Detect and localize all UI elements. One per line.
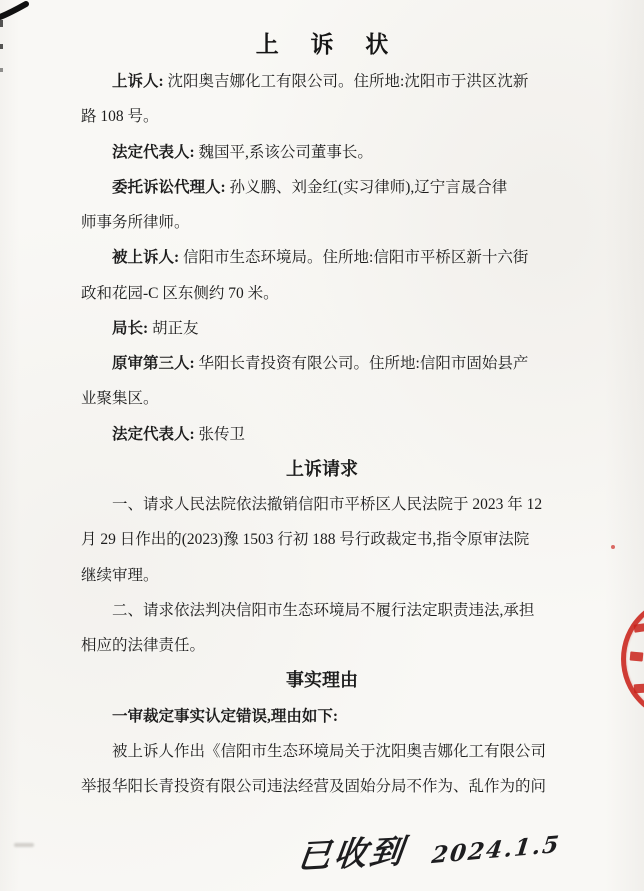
facts-body-line-1: 被上诉人作出《信阳市生态环境局关于沈阳奥吉娜化工有限公司 <box>112 742 547 760</box>
request-2-line-1: 二、请求依法判决信阳市生态环境局不履行法定职责违法,承担 <box>112 601 535 619</box>
legal-representative-line: 法定代表人: 魏国平,系该公司董事长。 <box>112 143 373 161</box>
attorney-label: 委托诉讼代理人: <box>112 178 226 196</box>
seal-character-fragment <box>633 623 644 632</box>
request-1-line-3: 继续审理。 <box>81 566 159 584</box>
document-body <box>81 64 563 804</box>
corner-ink-mark <box>0 0 36 28</box>
attorney-line-1: 委托诉讼代理人: 孙义鹏、刘金红(实习律师),辽宁言晟合律 <box>112 178 508 196</box>
appellant-line-1 <box>81 64 563 99</box>
attorney-line-2: 师事务所律师。 <box>81 214 190 231</box>
request-1-line-2: 月 29 日作出的(2023)豫 1503 行初 188 号行政裁定书,指令原审法院 <box>81 531 530 549</box>
appellee-line-2: 政和花园-C 区东侧约 70 米。 <box>81 284 279 302</box>
handwritten-annotation <box>297 817 561 878</box>
bureau-director-line: 局长: 胡正友 <box>112 319 199 337</box>
red-ink-speck <box>611 545 615 549</box>
seal-character-fragment <box>630 651 644 661</box>
appellee-line-1: 被上诉人: 信阳市生态环境局。住所地:信阳市平桥区新十六街 <box>112 249 529 267</box>
third-party-label: 原审第三人: <box>112 355 195 372</box>
third-party-line-1: 原审第三人: 华阳长青投资有限公司。住所地:信阳市固始县产 <box>112 355 529 372</box>
legal-representative-label: 法定代表人: <box>112 143 195 161</box>
document-title: 上 诉 状 <box>255 32 402 57</box>
third-party-representative-line: 法定代表人: 张传卫 <box>112 425 246 443</box>
facts-body-line-2: 举报华阳长青投资有限公司违法经营及固始分局不作为、乱作为的问 <box>81 778 547 795</box>
heading-appeal-request: 上诉请求 <box>286 458 358 479</box>
appellant-text: 沈阳奥吉娜化工有限公司。住所地:沈阳市于洪区沈新 <box>163 73 529 90</box>
official-seal <box>621 597 644 721</box>
seal-character-fragment <box>634 684 644 694</box>
facts-intro-line: 一审裁定事实认定错误,理由如下: <box>112 707 339 725</box>
appellee-label: 被上诉人: <box>112 249 180 267</box>
third-party-representative-label: 法定代表人: <box>112 425 195 443</box>
third-party-line-2: 业聚集区。 <box>81 390 159 408</box>
appellant-line-2: 路 108 号。 <box>81 108 159 126</box>
appellant-label: 上诉人: <box>112 73 164 90</box>
request-2-line-2: 相应的法律责任。 <box>81 637 206 654</box>
request-1-line-1: 一、请求人民法院依法撤销信阳市平桥区人民法院于 2023 年 12 <box>112 496 543 513</box>
heading-facts-and-reasons: 事实理由 <box>286 670 358 691</box>
bureau-director-label: 局长: <box>112 319 149 337</box>
handwritten-date: 2024.1.5 <box>430 830 563 870</box>
scan-edge-artifact <box>0 68 3 72</box>
scan-smudge <box>14 843 34 847</box>
handwritten-note: 已收到 <box>295 831 409 877</box>
